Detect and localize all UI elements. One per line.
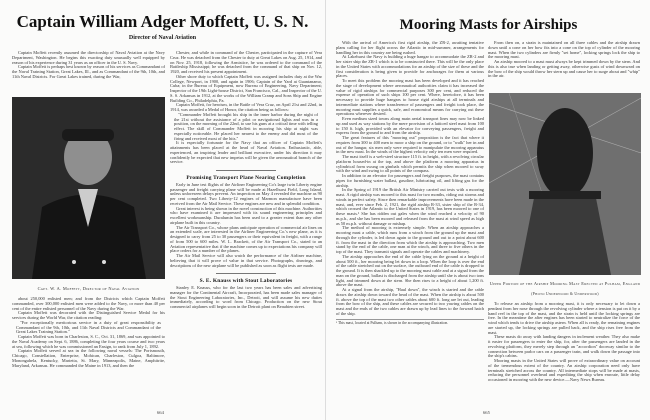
column-1	[336, 41, 484, 325]
footnote: ¹ This mast, located at Pulham, is shown in the accompanying illustration.	[336, 319, 484, 326]
portrait-photo-image	[12, 97, 165, 279]
paragraph: The mast itself is a web-steel structure 115 ft. in height, with a revolving circular platform housed-in at the top, and above the platform a mooring apparatus in cylindrical form swung on gimbals which permits the ship when moored to sway with the wind and swing to all points of the compass.	[336, 154, 485, 174]
paragraph: Captain Moffett, for heroism, in the Battle of Vera Cruz, on April 21st and 22nd, in 1914, was awarded a Medal of Honor, the citation being as follows:	[170, 102, 322, 112]
article-title: Mooring Masts for Airships	[399, 17, 578, 33]
mooring-mast-image	[489, 93, 641, 275]
paragraph: Even medium sized towns along main aerial transport lines may now be linked up and used as way stations by the mere provision of a latticed steel mast from 100 to 150 ft. high, provided with an elevator for conveying passengers, freight and express from the ground to and from the airship.	[336, 116, 484, 136]
divider	[216, 273, 277, 274]
paragraph: It is especially fortunate for the Navy that an officer of Captain Moffett's attainments has been placed at the head of Naval Aviation. Enthusiastic, able, experienced, an inspiring leader and brilliant executive, under his direction it may confidently be expected that new impetus will be given the aeronautical branch of the service.	[170, 140, 322, 165]
paragraph: The method of mooring is extremely simple. When an airship approaches a mooring mast a cable, which runs from a winch from the ground up the mast and through the cylinder, is led down again to the ground and out to a point about 600 ft. from the mast in the direction from which the airship is approaching. Two men stand by the end of the cable, one man at the winch, and three to five others in the top of the mast. They transmit signals and operate the cables and machinery.	[336, 225, 484, 254]
paragraph: Chester, and while in command of the Chester, participated in the capture of Vera Cruz. He was detached from the Chester to duty at Great Lakes on Aug. 25, 1914, and on Nov. 25, 1918, following the Armistice, he was ordered to the command of the Battleship Mississippi; he was detached from the command of that ship on Nov. 12, 1920, and received his present appointment.	[170, 50, 322, 74]
citation-quote: "For exceptionally meritorious service in a duty of great responsibility as Commandant of the 9th, 10th, and 11th Naval Districts and Commandant of the Great Lakes Training Station."	[16, 319, 161, 335]
article-subtitle: Director of Naval Aviation	[128, 35, 197, 41]
paragraph: In addition to an elevator for passengers and freight purposes, the mast contains pipes for furnishing water ballast, gasoline, lubricating oil, and lifting gas for the airship.	[336, 173, 484, 188]
paragraph: Captain Moffett recently assumed the directorship of Naval Aviation at the Navy Department, Washington. He begins this exacting duty unusually well equipped by reason of his experience during 31 years as an officer in the U. S. Navy.	[12, 50, 165, 65]
right-page	[325, 0, 650, 420]
divider	[216, 170, 277, 171]
paragraph: about 250,000 enlisted men; and from the Districts which Captain Moffett commanded, over 300,000 enlisted men were added to the Navy, or more than 40 per cent of the entire enlisted personnel of the Navy during the War.	[12, 296, 165, 311]
page-number: 665	[483, 410, 490, 415]
paragraph: Other shore duty to which Captain Moffett was assigned includes duty at the War College, Newport, in 1900, and again in 1906; Captain of the Yard at Guantanamo, Cuba; in the Bureau of Equipment, now Bureau of Engineering, Navy Department; Inspector of the 19th Light-house District, San Francisco, Cal., and Inspector of the U. S. S. Arkansas in 1912, at the works of the William Cramp and Sons Ship and Engine Building Co., Philadelphia, Pa.	[170, 73, 322, 103]
paragraph: In the Spring of 1919 the British Air Ministry carried out tests with a mooring mast. A rigid airship was moored to this mast for two months, riding out storms and winds in perfect safety. Since then remarkable improvements have been made in the mast, and, ever since Feb. 2, 1921, the rigid airship R-33, sister ship of the R-34, which crossed the Atlantic to the United States in 1919, has been moored to one of these masts.¹ She has ridden out gales when the wind reached a velocity of 90 m.p.h., and she has been moored and released from the mast at wind speed as high as 50 m.p.h. without damage or mishap.	[336, 187, 484, 226]
section-heading: S. E. Knauss with Stout Laboratories	[199, 278, 293, 285]
paragraph: Captain Moffett is perhaps best known by reason of his services as Commandant of the Naval Training Station, Great Lakes, Ill., and as Commandant of the 9th, 10th, and 11th Naval Districts. For Great Lakes trained, during the War,	[12, 64, 165, 79]
photo-caption: Upper Portion of the Airship Mooring Mast Erected at Pulham, England	[489, 281, 641, 286]
paragraph: The airship approaches the end of the cable lying on the ground at a height of about 500 ft., her mooring being let down in a loop. When the loop is over the end of the cable stretched out on the surface, the outboard end of the cable is dropped to the ground. It is then shackled up to the mooring mast cable and at a signal from the man on the ground, ballast is discharged from the airship until she is about two tons light, and trimmed down at the stern. She then rises to a height of about 1,200 ft. above the mast.	[336, 253, 484, 288]
paragraph: These masts do away with landing dangers in inclement weather. They also make it easier for passengers to enter the ship, for, after the passengers are landed in the revolving platform, they merely step through an "accordion" doorway similar to the connection between parlor cars on a passenger train, and walk down the passage into the ship's cabins.	[488, 334, 640, 359]
column-2-bottom	[488, 302, 640, 383]
paragraph: At a signal from the airship, "Haul down", the winch is started and the cable draws the airship down toward the head of the mast. When the airship is about 500 ft. above the top of the mast two other cables about 600 ft. long are let out, leading from the bow of the ship, and these cables are secured to two yawing cables on the mast and the ends of the two cables are drawn up by lead lines to the forward hatch of the ship.	[336, 287, 484, 316]
portrait-photo	[12, 97, 165, 279]
column-2	[170, 51, 322, 310]
paragraph: At Lakehurst the Navy is building a huge hangar to accommodate the ZR-2 and her sister ship the ZR-1 which is to be constructed there. This will be the only place in the United States with accommodations for an airship of the size of these and the first consideration is being given to provide for anchorages for them at various places.	[336, 54, 484, 79]
paragraph: With the arrival of America's first rigid airship, the ZR-2, awaiting tentative plans calling for her flight across the Atlantic in mid-summer, arrangements for handling her in this country are being rushed.	[336, 40, 484, 55]
paragraph: Early in June test flights of the Airliner Engineering Co's large twin Liberty engine passenger and freight carrying plane will be made at Hazelhurst Field, Long Island, unless unforeseen delays prevent. An inspection on May 4 revealed the machine as 90 per cent completed. Two Liberty-12 engines of Marmon manufacture have been received from the Air Mail Service. These engines are new and in splendid condition.	[170, 181, 322, 206]
mooring-mast-photo	[489, 93, 641, 275]
citation-quote: "Commander Moffett brought his ship in the inner harbor during the night of the 21st without the assistance of a pilot or navigational lights and was in a position, on the morning of the 22nd, to use his guns at a critical time with telling effect. The skill of Commander Moffett in mooring his ship at night was especially noticeable. He placed her nearest to the enemy and did most of the firing and received most of the hits."	[174, 111, 318, 141]
paragraph: Mooring masts in the United States will prove of extraordinary value on account of the tremendous extent of the country. An airship corporation need only have terminals stretched across the country. All intermediate stops will be made at masts, reducing the personnel overhead and expediting the ship when enroute, little delay occasioned in mooring with the new device.—Navy News Bureau.	[488, 358, 640, 382]
paragraph: Great interest is being shown in the novel construction of this machine. Authorities who have examined it are impressed with its sound engineering principles and excellent workmanship. Duralumin has been used to a greater extent than any other airplane built in this country.	[170, 205, 322, 225]
paragraph: The Air Mail Service will also watch the performance of the Airliner machine, believing that it will prove of value in that service. Photographs, drawings, and descriptions of the new airplane will be published as soon as flight tests are made.	[170, 253, 322, 268]
paragraph: To release an airship from a mooring mast, it is only necessary to let down a pendant from her nose through the revolving cylinder where a tension is put on it by a hand reel in the top of the mast, and the strain is held until the locking springs are free. In the meantime the after engines has been started to neutralize the force of the wind which tends to drive the airship astern. When all is ready, the remaining engines are started up, the locking springs are pulled back, and the ship rises free from the mast.	[488, 301, 640, 335]
column-2-top	[488, 41, 640, 79]
paragraph: From then on, a strain is maintained on all three cables and the airship drawn down until a cone on her bow fits into a cone on the top of cylinder of the mooring mast. When the two cylinders are firmly "set home", locking springs lock the ship to the mooring mast.	[488, 40, 640, 60]
photo-caption: Capt. W. A. Moffett, Director of Naval Aviation	[37, 286, 140, 291]
column-1-bottom	[12, 297, 165, 368]
paragraph: An airship moored to a mast must always be kept trimmed down by the stern. And this is also true when landing or getting away, otherwise gusts of wind downward on the bow of the ship would throw her stern up and cause her to surge about and "whip" in the air.	[488, 59, 640, 79]
column-1-top	[12, 51, 165, 80]
page-number: 664	[157, 410, 164, 415]
paragraph: The Air Transport Co., whose plans anticipate operation of commercial air lines on an extended scale, are interested in the Airliner Engineering Co.'s new plane, as it is designed to carry from 25 to 30 passengers or their equivalent in freight, with a range of from 500 to 600 miles. W. L. Brackett, of the Air Transport Co., stated to an Aviation representative that if the machine comes up to expectations his company will place orders for a number of the planes.	[170, 224, 322, 254]
photo-credit: (Photo Underwood & Underwood)	[531, 292, 599, 296]
paragraph: Captain Moffett served at sea in the following naval vessels: The Portsmouth, Chicago, Constellation, Enterprise, Mohican, Charleston, Culgoa, Baltimore, Monongahela, Kentucky, Marietta, St. Mary, Minneapolis, Maine, Amphitrite, Maryland, Arkansas. He commanded the Maine in 1913, and then the	[12, 348, 165, 368]
paragraph: Captain Moffett was decorated with the Distinguished Service Medal for his services during the World War, the citation reading:	[12, 310, 165, 320]
paragraph: To meet this problem the mooring mast has been developed and it has reached the stage of development where aeronautical authorities claim it has increased the value of rigid airships for commercial purposes 300 per cent, and reduced the expense of operation of such ships 100 per cent. Where, heretofore, it has been necessary to provide huge hangars to house rigid airships at all terminals and intermediate stations where transference of passengers and freight took place, the mooring mast supplies a quick, safe, and economical means for carrying out these operations wherever desired.	[336, 78, 484, 117]
paragraph: Stanley E. Knauss, who for the last two years has been sales and advertising manager for the Continental Aircraft, Incorporated, has been made sales manager of the Stout Engineering Laboratories, Inc., Detroit, and will assume his new duties immediately, according to word from Chicago. Production on the new Stout commercial airplanes will begin soon in the Detroit plant on Beaubien street.	[170, 285, 322, 309]
paragraph: Captain Moffett was born in Charleston, S. C., Oct. 31, 1869, and was appointed to the Naval Academy on Sept. 6, 1886, completing the four years course and two years at sea, following which he was commissioned an Ensign, to rank from July 1, 1892.	[12, 334, 165, 349]
paragraph: The great features of this "mooring out" proposition is the fact that where it requires from 300 to 400 men to moor a ship on the ground, or to "walk" her in and out of the hangar, six men only were required to manipulate the mooring apparatus in the new mast. In the winds of the highest velocity only ten men were required.	[336, 135, 484, 155]
section-heading: Promising Transport Plane Nearing Completion	[186, 175, 306, 181]
article-title: Captain William Adger Moffett, U. S. N.	[16, 12, 309, 31]
